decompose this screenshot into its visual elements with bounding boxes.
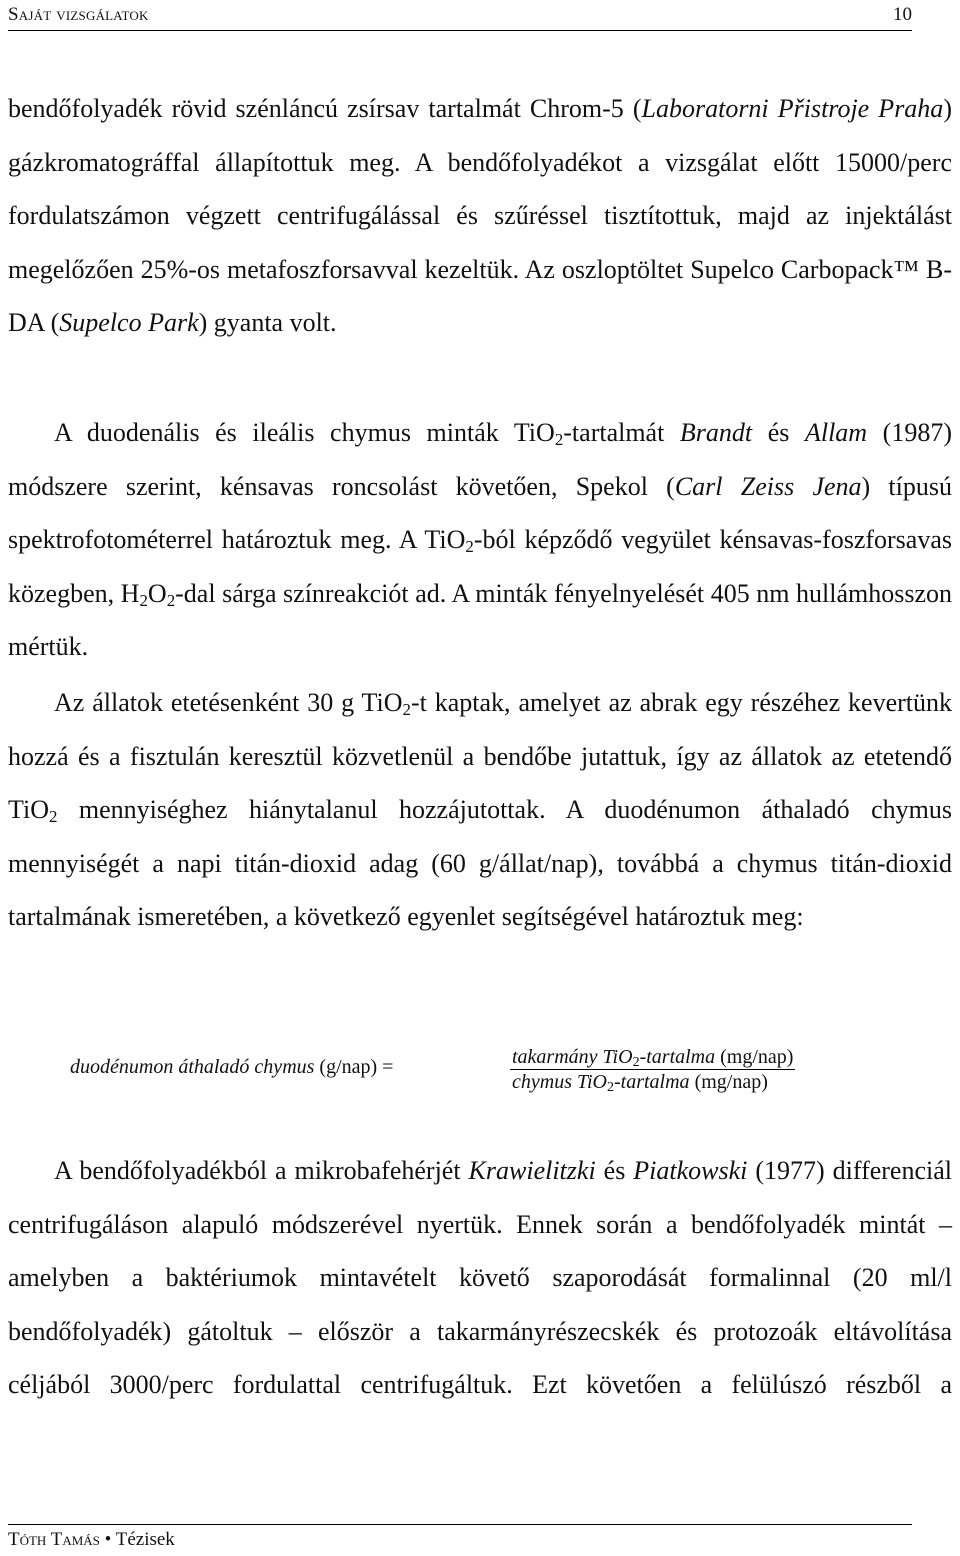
italic-text: duodénumon áthaladó chymus <box>70 1056 315 1078</box>
italic-text: Piatkowski <box>633 1156 748 1185</box>
italic-text: Brandt <box>679 418 753 447</box>
italic-text: Allam <box>804 418 868 447</box>
text: -ból képződő vegyület kénsavas-foszforsavas közegben, H <box>8 525 952 608</box>
footer-label: Tézisek <box>115 1529 175 1550</box>
equation-fraction <box>510 1046 795 1093</box>
text: és <box>752 418 805 447</box>
paragraph-2 <box>8 406 952 674</box>
text: -dal sárga színreakciót ad. A minták fényelnyelését 405 nm hullámhosszon mértük. <box>8 578 952 661</box>
text: Az állatok etetésenként 30 g TiO <box>54 688 403 717</box>
header-title: Saját vizsgálatok <box>8 4 149 25</box>
text: -tartalmát <box>563 418 680 447</box>
text: (1987) módszere szerint, kénsavas roncsolást követően, Spekol ( <box>8 418 952 501</box>
text: (mg/nap) <box>715 1046 794 1068</box>
subscript: 2 <box>139 590 148 610</box>
paragraph-3 <box>8 676 952 944</box>
footer-author: Tóth Tamás <box>8 1529 100 1550</box>
text: ) gázkromatográffal állapítottuk meg. A bendőfolyadékot a vizsgálat előtt 15000/perc fordulatszámon végzett centrifugálással és szűréssel tisztítottuk, majd az injektálást megelőzően 25%-os metafoszforsavval kezeltük. <box>8 94 952 284</box>
fraction-numerator <box>510 1046 795 1070</box>
subscript: 2 <box>48 807 58 826</box>
subscript: 2 <box>607 1080 614 1095</box>
italic-text: chymus TiO <box>512 1071 607 1093</box>
text: mennyiséghez hiánytalanul hozzájutottak. A duodénumon áthaladó chymus mennyiségét a napi titán-dioxid adag (60 g/állat/nap), továbbá a chymus titán-dioxid tartalmának ismeretében, a következő egyenlet segítségével határoztuk meg: <box>8 795 952 931</box>
subscript: 2 <box>554 430 564 449</box>
text: és <box>595 1156 634 1185</box>
text: A duodenális és ileális chymus minták TiO <box>54 418 555 447</box>
text: (g/nap) = <box>314 1056 394 1078</box>
page-footer <box>8 1524 912 1550</box>
text: bendőfolyadék rövid szénláncú zsírsav tartalmát Chrom-5 ( <box>8 94 642 123</box>
italic-text: Carl Zeiss Jena <box>674 471 862 501</box>
text: A bendőfolyadékból a mikrobafehérjét <box>54 1156 469 1185</box>
text: O <box>147 578 167 608</box>
text: (mg/nap) <box>689 1071 768 1093</box>
text: (1977) differenciál centrifugáláson alapuló módszerével nyertük. Ennek során a bendőfolyadék mintát – amelyben a baktériumok mintavételt követő szaporodását formalinnal (20 ml/l bendőfolyadék) gátoltuk – először a takarmányrészecskék és protozoák eltávolítása céljából 3000/perc fordulattal centrifugáltuk. Ezt követően a felülúszó részből a <box>8 1156 952 1399</box>
subscript: 2 <box>465 537 474 556</box>
subscript: 2 <box>632 1055 640 1070</box>
paragraph-4 <box>8 1144 952 1412</box>
equation-left-side <box>70 1056 393 1079</box>
subscript: 2 <box>166 590 176 610</box>
fraction-denominator <box>510 1070 795 1093</box>
italic-text: -tartalma <box>614 1071 690 1093</box>
subscript: 2 <box>402 700 411 719</box>
text: ) gyanta volt. <box>198 308 337 337</box>
page-number: 10 <box>893 4 912 25</box>
text: Az oszloptöltet Supelco Carbopack™ B-DA ( <box>8 254 952 337</box>
italic-text: takarmány TiO <box>512 1046 633 1068</box>
page-header <box>8 0 912 31</box>
italic-text: Supelco Park <box>59 308 199 337</box>
footer-separator: • <box>99 1529 116 1550</box>
text: ) típusú spektrofotométerrel határoztuk meg. A TiO <box>8 471 952 554</box>
equation <box>70 1046 890 1106</box>
italic-text: -tartalma <box>639 1046 716 1068</box>
footer-text <box>8 1529 175 1551</box>
italic-text: Laboratorni Přistroje Praha <box>641 94 944 123</box>
text: -t kaptak, amelyet az abrak egy részéhez kevertünk hozzá és a fisztulán keresztül közvetlenül a bendőbe jutattuk, így az állatok az etetendő TiO <box>8 688 952 824</box>
italic-text: Krawielitzki <box>468 1156 596 1185</box>
paragraph-1 <box>8 82 952 350</box>
